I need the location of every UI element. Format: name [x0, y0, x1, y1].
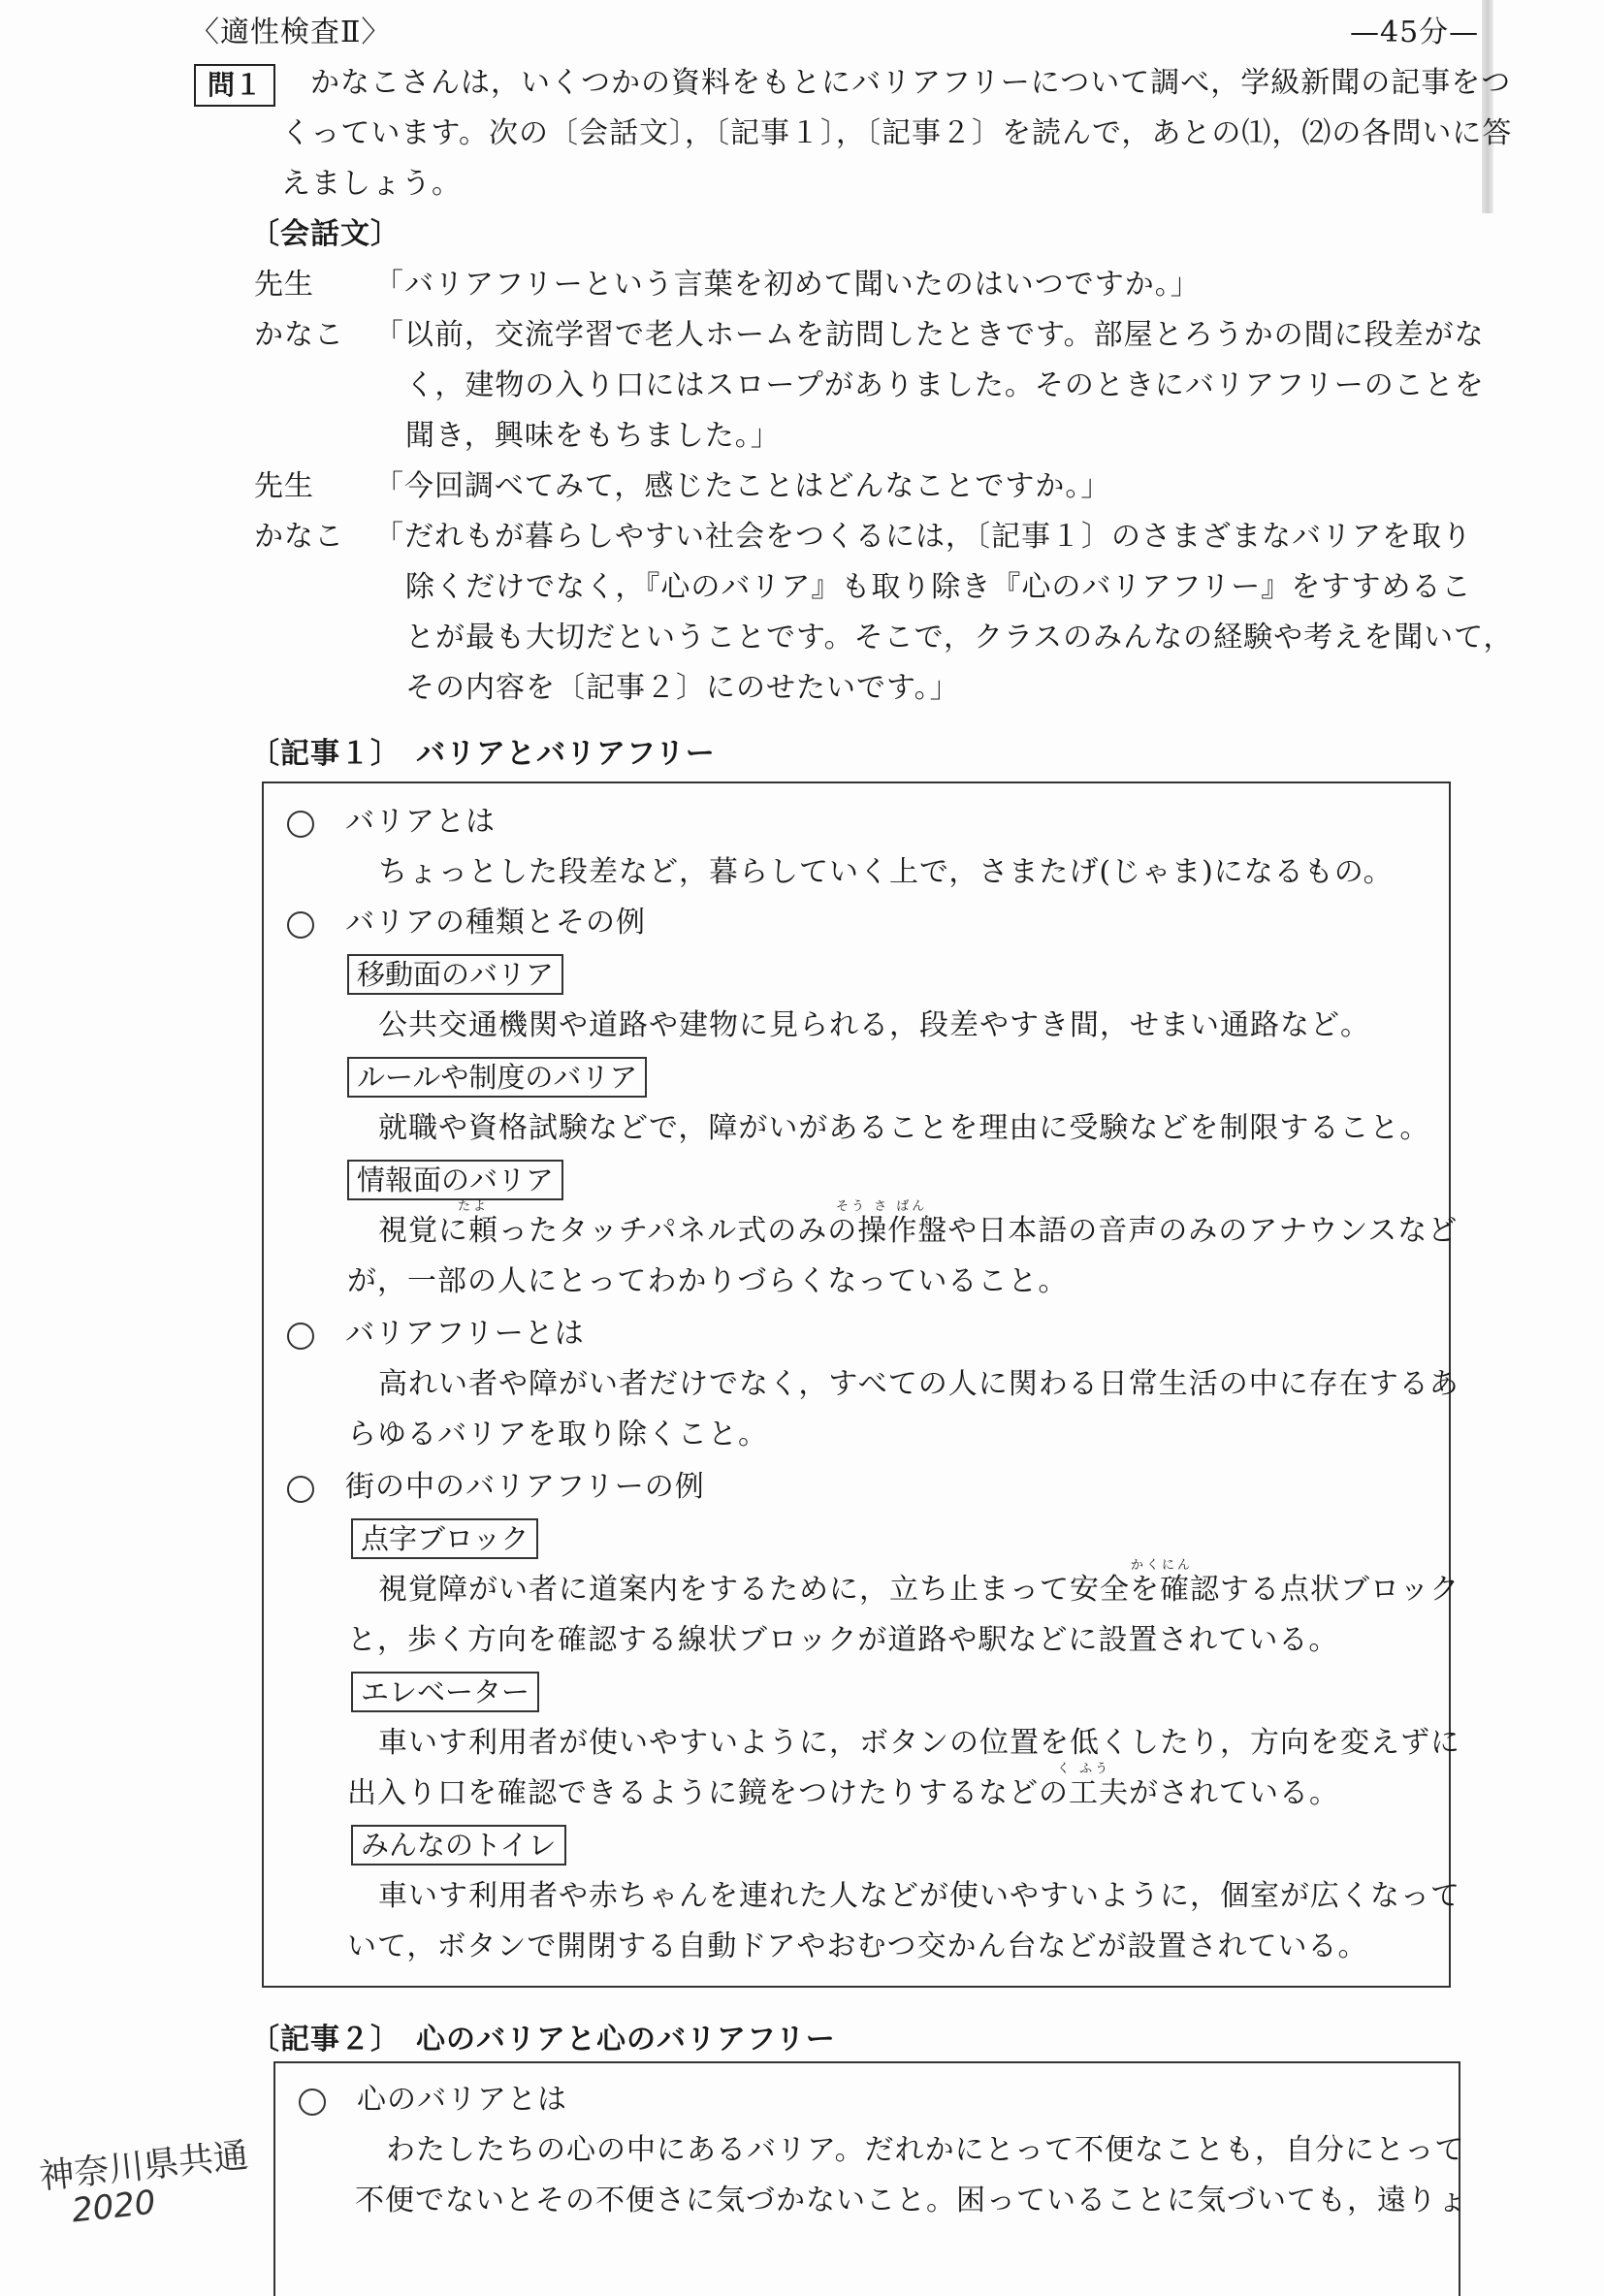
dialogue-line: 聞き，興味をもちました。」: [405, 419, 781, 453]
dialogue-line: く，建物の入り口にはスロープがありました。そのときにバリアフリーのことを: [405, 368, 1485, 402]
body-text: 公共交通機関や道路や建物に見られる，段差やすき間，せまい通路など。: [378, 1008, 1370, 1042]
bullet-circle-icon: [287, 1323, 314, 1350]
bullet-title: 街の中のバリアフリーの例: [345, 1470, 705, 1504]
label-everyone-toilet: みんなのトイレ: [351, 1825, 566, 1866]
conversation-heading: 〔会話文〕: [250, 217, 401, 251]
label-info-barrier: 情報面のバリア: [347, 1160, 563, 1200]
bullet-circle-icon: [287, 811, 314, 838]
body-text: 就職や資格試験などで，障がいがあることを理由に受験などを制限すること。: [378, 1111, 1430, 1145]
ruby-annotation: そう さ ばん: [836, 1199, 928, 1214]
body-text: 不便でないとその不便さに気づかないこと。困っていることに気づいても，遠りょ: [355, 2184, 1467, 2217]
question-intro-line: かなこさんは，いくつかの資料をもとにバリアフリーについて調べ，学級新聞の記事をつ: [310, 66, 1512, 100]
dialogue-line: 除くだけでなく，『心のバリア』も取り除き『心のバリアフリー』をすすめるこ: [405, 570, 1472, 604]
body-text: らゆるバリアを取り除くこと。: [347, 1418, 768, 1451]
scan-edge-shadow: [1482, 0, 1493, 213]
body-text: わたしたちの心の中にあるバリア。だれかにとって不便なことも，自分にとって: [386, 2133, 1465, 2167]
body-text: いて，ボタンで開閉する自動ドアやおむつ交かん台などが設置されている。: [347, 1929, 1368, 1963]
body-text: 高れい者や障がい者だけでなく，すべての人に関わる日常生活の中に存在するあ: [378, 1367, 1460, 1401]
bullet-title: バリアの種類とその例: [345, 906, 646, 940]
label-mobility-barrier: 移動面のバリア: [347, 954, 563, 995]
label-rule-barrier: ルールや制度のバリア: [347, 1057, 647, 1098]
dialogue-line: とが最も大切だということです。そこで，クラスのみんなの経験や考えを聞いて，: [405, 621, 1514, 654]
bullet-title: バリアフリーとは: [345, 1317, 585, 1351]
dialogue-line: 「今回調べてみて，感じたことはどんなことですか。」: [374, 469, 1111, 503]
label-elevator: エレベーター: [351, 1672, 539, 1712]
body-text: 視覚障がい者に道案内をするために，立ち止まって安全を確認する点状ブロック: [378, 1573, 1460, 1607]
ruby-annotation: かくにん: [1131, 1558, 1194, 1573]
article2-heading: 〔記事２〕 心のバリアと心のバリアフリー: [250, 2023, 836, 2057]
time-limit: —45分—: [1350, 16, 1480, 49]
bullet-circle-icon: [287, 1476, 314, 1503]
speaker: 先生: [254, 268, 314, 302]
body-text: 車いす利用者や赤ちゃんを連れた人などが使いやすいように，個室が広くなって: [378, 1879, 1460, 1913]
question-intro-line: えましょう。: [281, 167, 462, 201]
bullet-circle-icon: [287, 911, 314, 939]
bullet-circle-icon: [299, 2089, 326, 2116]
body-text: ちょっとした段差など，暮らしていく上で，さまたげ(じゃま)になるもの。: [378, 855, 1394, 889]
dialogue-line: 「以前，交流学習で老人ホームを訪問したときです。部屋とろうかの間に段差がな: [374, 318, 1485, 352]
body-text: 出入り口を確認できるように鏡をつけたりするなどの工夫がされている。: [347, 1776, 1339, 1810]
article1-heading: 〔記事１〕 バリアとバリアフリー: [250, 737, 716, 771]
speaker: 先生: [254, 469, 314, 503]
section-label: 〈適性検査Ⅱ〉: [190, 16, 392, 49]
body-text: 視覚に頼ったタッチパネル式のみの操作盤や日本語の音声のみのアナウンスなど: [378, 1214, 1459, 1248]
handwritten-year-note: 2020: [70, 2183, 158, 2231]
bullet-title: 心のバリアとは: [357, 2083, 567, 2117]
question-intro-line: くっています。次の〔会話文〕，〔記事１〕，〔記事２〕を読んで，あとの⑴，⑵の各問いに答: [281, 116, 1513, 150]
ruby-annotation: く ふう: [1057, 1762, 1111, 1776]
dialogue-line: 「バリアフリーという言葉を初めて聞いたのはいつですか。」: [374, 268, 1201, 302]
label-braille-block: 点字ブロック: [351, 1518, 538, 1559]
dialogue-line: その内容を〔記事２〕にのせたいです。」: [405, 671, 960, 705]
body-text: が，一部の人にとってわかりづらくなっていること。: [347, 1264, 1069, 1298]
bullet-title: バリアとは: [345, 805, 496, 839]
speaker: かなこ: [254, 318, 344, 352]
question-number: 問１: [194, 64, 275, 107]
ruby-annotation: たよ: [458, 1199, 490, 1214]
body-text: と，歩く方向を確認する線状ブロックが道路や駅などに設置されている。: [347, 1623, 1339, 1657]
dialogue-line: 「だれもが暮らしやすい社会をつくるには，〔記事１〕のさまざまなバリアを取り: [374, 520, 1472, 554]
body-text: 車いす利用者が使いやすいように，ボタンの位置を低くしたり，方向を変えずに: [378, 1726, 1460, 1760]
handwritten-source-note: 神奈川県共通: [37, 2135, 250, 2198]
speaker: かなこ: [254, 520, 344, 554]
